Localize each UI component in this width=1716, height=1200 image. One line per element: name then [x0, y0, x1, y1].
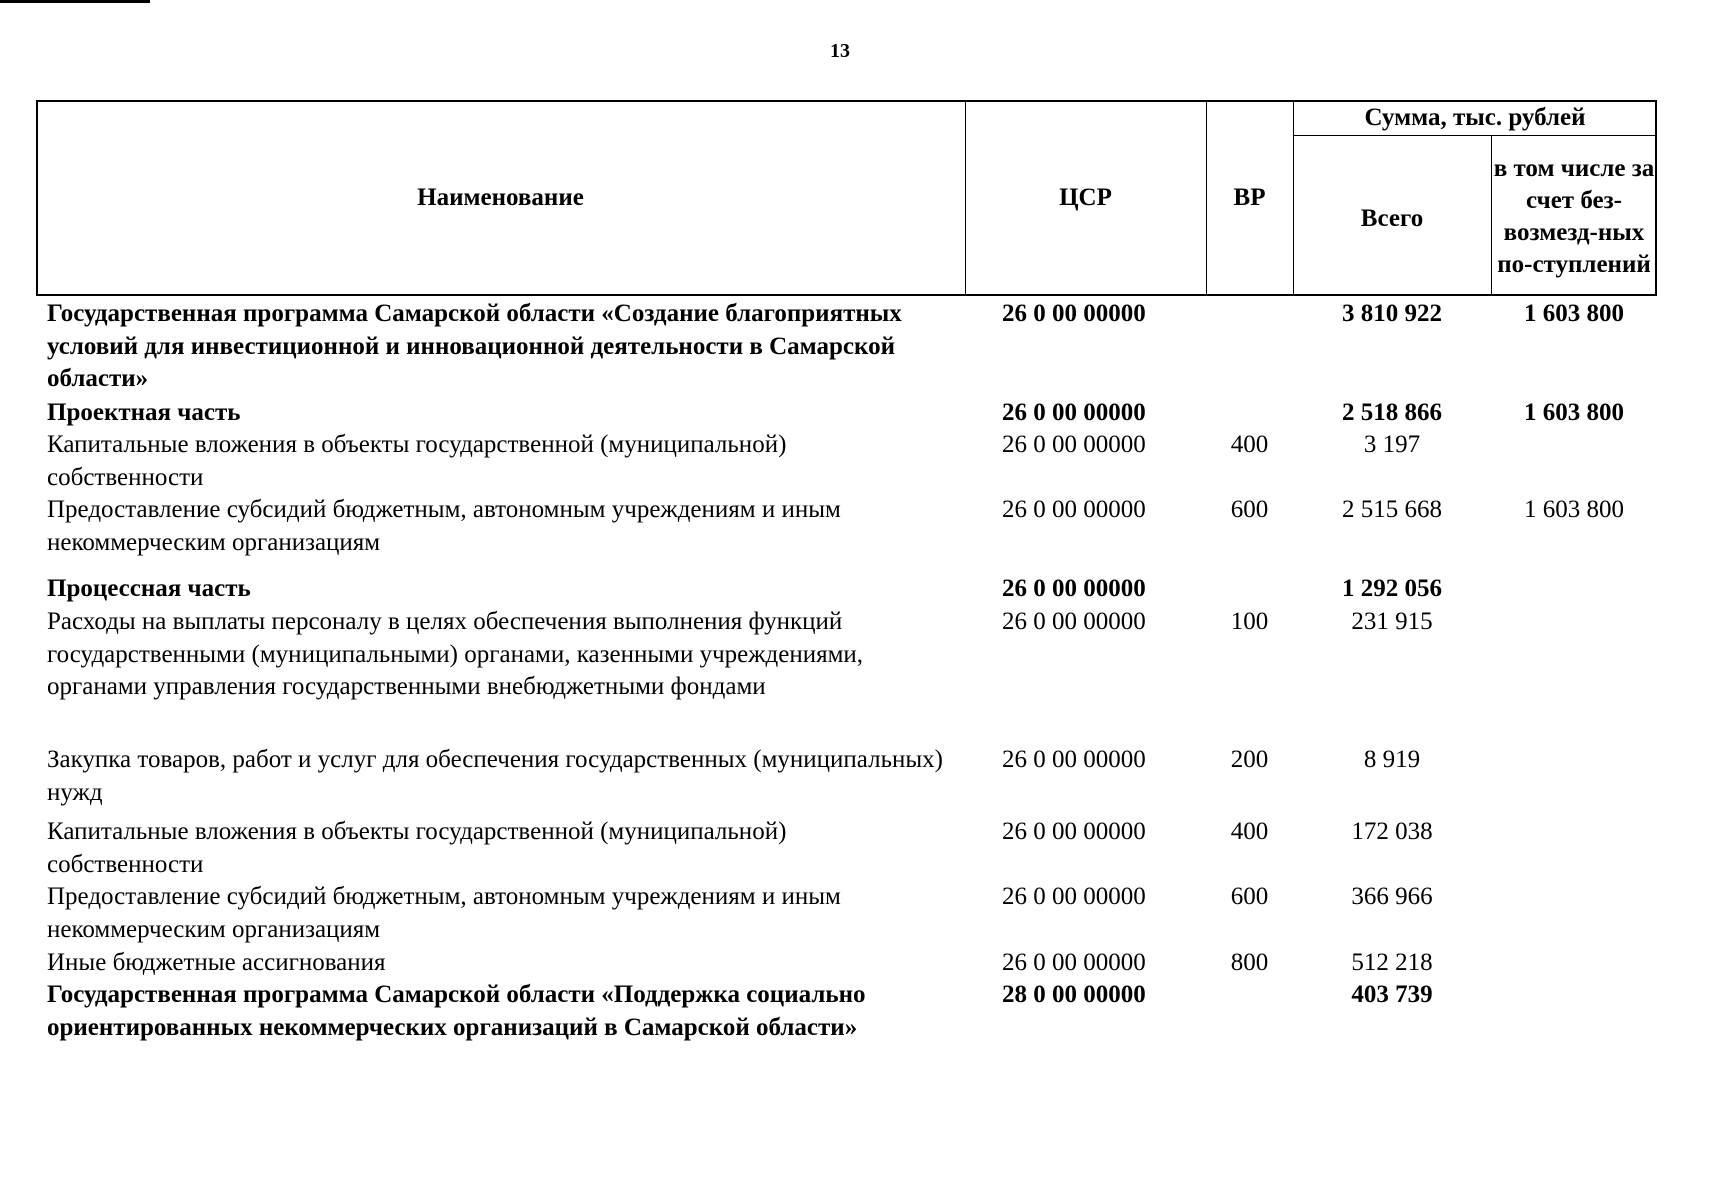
- row-csr: 26 0 00 00000: [1002, 575, 1146, 602]
- header-sum: Сумма, тыс. рублей: [1364, 103, 1586, 131]
- row-total: 2 518 866: [1342, 399, 1442, 426]
- row-name: Государственная программа Самарской области «Поддержка социально ориентированных некоммерческих организаций в Самарской области»: [47, 981, 866, 1041]
- divider-csr-vr: [1206, 100, 1207, 296]
- divider-total-free: [1491, 135, 1492, 296]
- row-name: Расходы на выплаты персоналу в целях обеспечения выполнения функций государственными (муниципальными) органами, казенными учреждениями, органами управления государственными внебюджетными фондами: [47, 608, 864, 700]
- row-total: 2 515 668: [1342, 496, 1442, 523]
- border-top: [36, 100, 1657, 102]
- border-bottom: [36, 294, 1657, 296]
- row-total: 3 197: [1363, 431, 1421, 458]
- row-name: Капитальные вложения в объекты государственной (муниципальной) собственности: [47, 818, 787, 878]
- top-rule: [0, 0, 150, 3]
- row-csr: 26 0 00 00000: [1002, 431, 1146, 458]
- row-total: 403 739: [1351, 981, 1433, 1008]
- row-vr: 600: [1230, 496, 1269, 523]
- border-right: [1655, 100, 1657, 296]
- divider-sum-sub: [1293, 135, 1657, 136]
- row-total: 512 218: [1351, 949, 1433, 976]
- row-name: Предоставление субсидий бюджетным, автономным учреждениям и иным некоммерческим организациям: [47, 496, 841, 556]
- row-csr: 26 0 00 00000: [1002, 399, 1146, 426]
- row-csr: 26 0 00 00000: [1002, 496, 1146, 523]
- page-number: 13: [830, 40, 850, 62]
- divider-vr-sum: [1293, 100, 1294, 296]
- header-name: Наименование: [417, 184, 584, 211]
- row-total: 172 038: [1351, 818, 1433, 845]
- row-vr: 200: [1230, 746, 1269, 773]
- row-name: Государственная программа Самарской области «Создание благоприятных условий для инвестиционной и инновационной деятельности в Самарской области»: [47, 300, 902, 392]
- row-csr: 26 0 00 00000: [1002, 300, 1146, 327]
- header-free: в том числе за счет без-возмезд-ных по-ступлений: [1493, 154, 1655, 278]
- row-free: 1 603 800: [1524, 399, 1624, 426]
- row-csr: 26 0 00 00000: [1002, 883, 1146, 910]
- row-vr: 400: [1230, 431, 1269, 458]
- row-name: Проектная часть: [47, 399, 241, 426]
- row-csr: 26 0 00 00000: [1002, 746, 1146, 773]
- row-vr: 100: [1230, 608, 1269, 635]
- row-total: 1 292 056: [1342, 575, 1442, 602]
- row-vr: 600: [1230, 883, 1269, 910]
- row-name: Процессная часть: [47, 575, 251, 602]
- row-csr: 26 0 00 00000: [1002, 949, 1146, 976]
- row-name: Капитальные вложения в объекты государственной (муниципальной) собственности: [47, 431, 787, 491]
- divider-name-csr: [965, 100, 966, 296]
- row-total: 3 810 922: [1342, 300, 1442, 327]
- row-vr: 400: [1230, 818, 1269, 845]
- row-name: Иные бюджетные ассигнования: [47, 949, 386, 976]
- row-vr: 800: [1230, 949, 1269, 976]
- row-name: Закупка товаров, работ и услуг для обеспечения государственных (муниципальных) нужд: [47, 746, 943, 806]
- row-total: 231 915: [1351, 608, 1433, 635]
- row-csr: 26 0 00 00000: [1002, 818, 1146, 845]
- row-csr: 28 0 00 00000: [1002, 981, 1146, 1008]
- row-total: 8 919: [1363, 746, 1421, 773]
- row-free: 1 603 800: [1524, 300, 1624, 327]
- header-vr: ВР: [1233, 184, 1266, 211]
- table-header: [36, 100, 1657, 296]
- header-total: Всего: [1360, 204, 1424, 232]
- header-csr: ЦСР: [1059, 184, 1112, 211]
- border-left: [36, 100, 38, 296]
- row-total: 366 966: [1351, 883, 1433, 910]
- row-csr: 26 0 00 00000: [1002, 608, 1146, 635]
- row-free: 1 603 800: [1524, 496, 1624, 523]
- row-name: Предоставление субсидий бюджетным, автономным учреждениям и иным некоммерческим организациям: [47, 883, 841, 943]
